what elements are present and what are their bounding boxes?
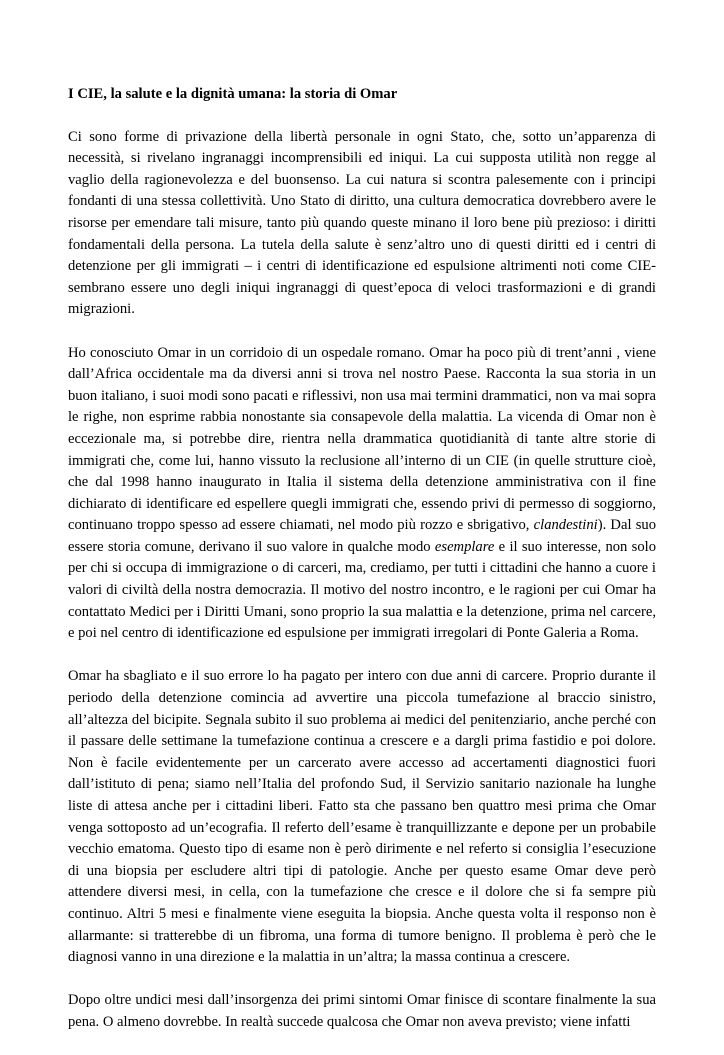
paragraph-4: Dopo oltre undici mesi dall’insorgenza dei primi sintomi Omar finisce di scontare finalmente la sua pena. O almeno dovrebbe. In realtà succede qualcosa che Omar non aveva previsto; viene infatti: [68, 992, 656, 1030]
paragraph-2: [68, 343, 656, 645]
paragraph-2-text-b: ). Dal suo essere storia comune, derivano il suo valore in qualche modo: [68, 517, 656, 555]
italic-word-clandestini: clandestini: [533, 517, 598, 534]
paragraph-1: Ci sono forme di privazione della libertà personale in ogni Stato, che, sotto un’apparenza di necessità, si rivelano ingranaggi incomprensibili ed iniqui. La cui supposta utilità non regge al vaglio della ragionevolezza e del buonsenso. La cui natura si scontra palesemente con i principi fondanti di una stessa collettività. Uno Stato di diritto, una cultura democratica dovrebbero avere le risorse per emendare tali misure, tanto più quando queste minano il loro bene più prezioso: i diritti fondamentali della persona. La tutela della salute è senz’altro uno di questi diritti ed i centri di detenzione per gli immigrati – i centri di identificazione ed espulsione altrimenti noti come CIE- sembrano essere uno degli iniqui ingranaggi di quest’epoca di veloci trasformazioni e di grandi migrazioni.: [68, 128, 656, 318]
italic-word-esemplare: esemplare: [434, 538, 495, 555]
paragraph-2-text-a: Ho conosciuto Omar in un corridoio di un ospedale romano. Omar ha poco più di trent’anni , viene dall’Africa occidentale ma da diversi anni si trova nel nostro Paese. Racconta la sua storia in un buon italiano, i suoi modi sono pacati e riflessivi, non usa mai termini drammatici, non va mai sopra le righe, non esprime rabbia nonostante sia consapevole della malattia. La vicenda di Omar non è eccezionale ma, si potrebbe dire, rientra nella drammatica quotidianità di tante altre storie di immigrati che, come lui, hanno vissuto la reclusione all’interno di un CIE (in quelle strutture cioè, che dal 1998 hanno inaugurato in Italia il sistema della detenzione amministrativa con il fine dichiarato di identificare ed espellere quegli immigrati che, essendo privi di permesso di soggiorno, continuano troppo spesso ad essere chiamati, nel modo più rozzo e sbrigativo,: [68, 344, 656, 534]
paragraph-2-text-c: e il suo interesse, non solo per chi si occupa di immigrazione o di carceri, ma, crediamo, per tutti i cittadini che hanno a cuore i valori di civiltà della nostra democrazia. Il motivo del nostro incontro, e le ragioni per cui Omar ha contattato Medici per i Diritti Umani, sono proprio la sua malattia e la detenzione, prima nel carcere, e poi nel centro di identificazione ed espulsione per immigrati irregolari di Ponte Galeria a Roma.: [68, 538, 656, 642]
document-page: [68, 84, 656, 1055]
document-title: I CIE, la salute e la dignità umana: la storia di Omar: [68, 86, 398, 102]
paragraph-3: Omar ha sbagliato e il suo errore lo ha pagato per intero con due anni di carcere. Proprio durante il periodo della detenzione comincia ad avvertire una piccola tumefazione al braccio sinistro, all’altezza del bicipite. Segnala subito il suo problema ai medici del penitenziario, anche perché con il passare delle settimane la tumefazione continua a crescere e a dargli prima fastidio e poi dolore. Non è facile evidentemente per un carcerato avere accesso ad accertamenti diagnostici fuori dall’istituto di pena; siamo nell’Italia del profondo Sud, il Servizio sanitario nazionale ha lunghe liste di attesa anche per i cittadini liberi. Fatto sta che passano ben quattro mesi prima che Omar venga sottoposto ad un’ecografia. Il referto dell’esame è tranquillizzante e depone per un probabile vecchio ematoma. Questo tipo di esame non è però dirimente e nel referto si consiglia l’esecuzione di una biopsia per escludere altri tipi di patologie. Anche per questo esame Omar deve però attendere diversi mesi, in cella, con la tumefazione che cresce e il dolore che si fa sempre più continuo. Altri 5 mesi e finalmente viene eseguita la biopsia. Anche questa volta il responso non è allarmante: si tratterebbe di un fibroma, una forma di tumore benigno. Il problema è però che le diagnosi vanno in una direzione e la malattia in un’altra; la massa continua a crescere.: [68, 668, 656, 966]
